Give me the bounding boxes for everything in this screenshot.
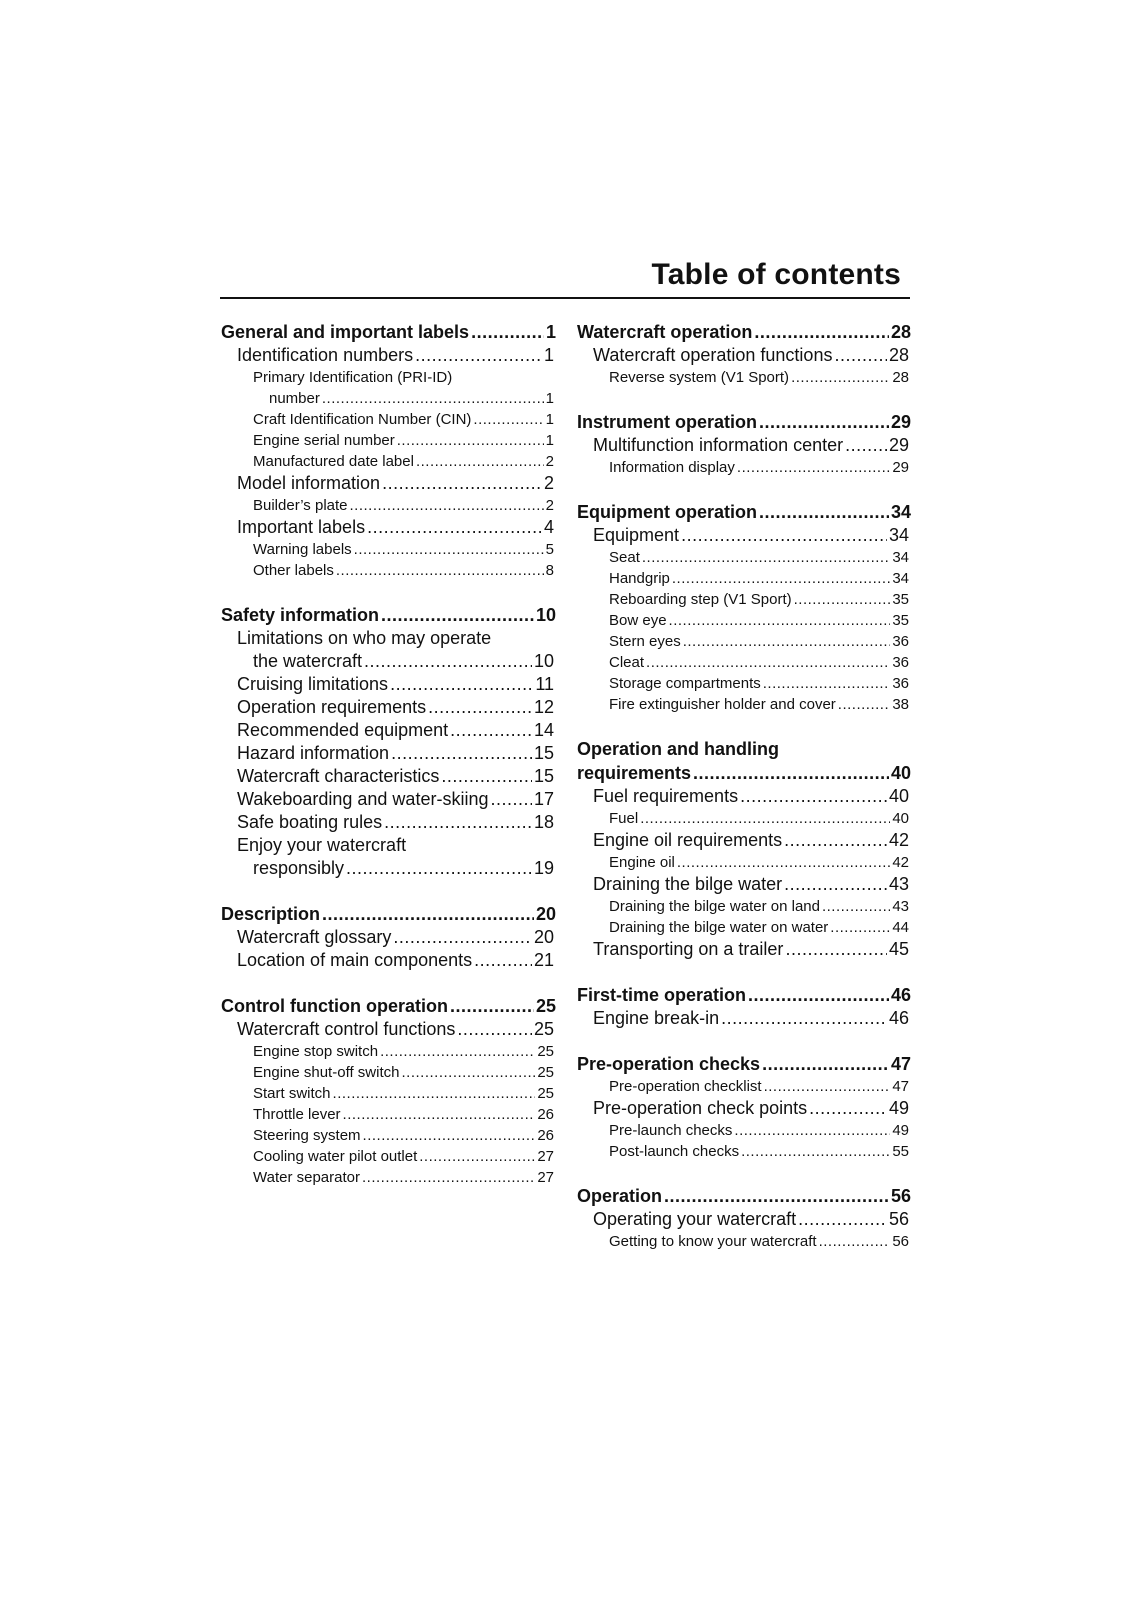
toc-page-number: 43 (892, 898, 909, 915)
toc-entry[interactable] (577, 652, 911, 673)
toc-entry-text: Wakeboarding and water-skiing (237, 789, 489, 809)
toc-page-number: 27 (537, 1169, 554, 1186)
dot-leader (450, 994, 534, 1018)
toc-page-number: 1 (543, 345, 554, 365)
toc-entry[interactable] (221, 1062, 556, 1083)
toc-entry[interactable] (221, 344, 556, 367)
dot-leader (785, 938, 887, 961)
dot-leader (784, 829, 887, 852)
dot-leader (669, 610, 891, 631)
dot-leader (457, 1018, 532, 1041)
toc-page-number: 56 (892, 1233, 909, 1250)
dot-leader (759, 410, 889, 434)
toc-entry[interactable] (221, 516, 556, 539)
toc-entry[interactable] (577, 829, 911, 852)
toc-entry-text: Multifunction information center (593, 435, 844, 455)
dot-leader (683, 631, 891, 652)
dot-leader (322, 388, 544, 409)
toc-page-number: 45 (888, 939, 909, 959)
toc-entry-title-line (221, 627, 556, 650)
dot-leader (346, 857, 532, 880)
dot-leader (382, 472, 542, 495)
toc-section (577, 1052, 911, 1162)
toc-entry[interactable] (577, 1120, 911, 1141)
toc-entry[interactable] (221, 650, 556, 673)
toc-page-number: 47 (892, 1078, 909, 1095)
toc-page-number: 34 (892, 549, 909, 566)
toc-page-number: 36 (892, 633, 909, 650)
toc-entry[interactable] (577, 694, 911, 715)
toc-page-number: 25 (537, 1043, 554, 1060)
toc-page-number: 36 (892, 675, 909, 692)
toc-page-number: 46 (890, 985, 911, 1005)
toc-page-number: 36 (892, 654, 909, 671)
toc-section (221, 320, 556, 581)
toc-entry[interactable] (577, 568, 911, 589)
dot-leader (693, 761, 889, 785)
toc-page-number: 47 (890, 1054, 911, 1074)
toc-entry[interactable] (221, 539, 556, 560)
toc-entry-text: Cooling water pilot outlet (253, 1148, 418, 1165)
toc-page-number: 21 (533, 950, 554, 970)
toc-entry[interactable] (577, 917, 911, 938)
toc-entry[interactable] (577, 367, 911, 388)
dot-leader (794, 589, 891, 610)
toc-entry-text: Pre-operation checklist (609, 1078, 762, 1095)
dot-leader (350, 495, 544, 516)
toc-entry-text: Operating your watercraft (593, 1209, 797, 1229)
dot-leader (748, 983, 889, 1007)
dot-leader (450, 719, 532, 742)
toc-page-number: 42 (888, 830, 909, 850)
toc-entry-text: Watercraft operation functions (593, 345, 833, 365)
toc-entry-text: Fuel (609, 810, 639, 827)
dot-leader (845, 434, 887, 457)
toc-page-number: 28 (890, 322, 911, 342)
toc-entry-text: Watercraft operation (577, 322, 753, 342)
dot-leader (740, 785, 887, 808)
toc-page-number: 34 (892, 570, 909, 587)
toc-page-number: 10 (535, 605, 556, 625)
toc-section (221, 994, 556, 1188)
toc-page-number: 15 (533, 766, 554, 786)
toc-entry[interactable] (577, 500, 911, 524)
dot-leader (416, 451, 544, 472)
toc-entry[interactable] (577, 589, 911, 610)
toc-entry-text: Reverse system (V1 Sport) (609, 369, 790, 386)
toc-entry-text: Description (221, 904, 321, 924)
toc-entry-text: Engine oil (609, 854, 675, 871)
toc-page-number: 11 (535, 674, 554, 694)
toc-entry-title-line (221, 367, 556, 388)
toc-entry[interactable] (577, 320, 911, 344)
toc-entry-text: Other labels (253, 562, 334, 579)
toc-entry-text: Watercraft characteristics (237, 766, 440, 786)
toc-entry[interactable] (221, 603, 556, 627)
toc-page-number: 38 (892, 696, 909, 713)
toc-section (577, 737, 911, 961)
toc-section (577, 320, 911, 388)
toc-entry-text: Location of main components (237, 950, 473, 970)
dot-leader (474, 949, 532, 972)
toc-entry[interactable] (577, 434, 911, 457)
toc-entry-text: Safe boating rules (237, 812, 383, 832)
dot-leader (681, 524, 887, 547)
dot-leader (384, 811, 532, 834)
dot-leader (721, 1007, 887, 1030)
toc-entry[interactable] (577, 1076, 911, 1097)
toc-entry[interactable] (221, 472, 556, 495)
toc-entry[interactable] (221, 451, 556, 472)
toc-entry-text-continued: requirements (577, 763, 692, 783)
dot-leader (791, 367, 890, 388)
toc-entry[interactable] (221, 902, 556, 926)
dot-leader (428, 696, 532, 719)
toc-entry-text: Safety information (221, 605, 380, 625)
toc-entry-text-continued: responsibly (253, 858, 345, 878)
toc-entry[interactable] (221, 765, 556, 788)
dot-leader (367, 516, 542, 539)
toc-entry[interactable] (221, 495, 556, 516)
dot-leader (364, 650, 532, 673)
toc-entry[interactable] (577, 873, 911, 896)
toc-page-number: 12 (533, 697, 554, 717)
toc-entry-text: Model information (237, 473, 381, 493)
toc-page-number: 49 (888, 1098, 909, 1118)
toc-entry[interactable] (577, 938, 911, 961)
toc-section (577, 500, 911, 715)
toc-entry-text: Pre-operation check points (593, 1098, 808, 1118)
toc-section (577, 1184, 911, 1252)
toc-entry-text: Start switch (253, 1085, 331, 1102)
dot-leader (646, 652, 890, 673)
dot-leader (798, 1208, 887, 1231)
toc-entry[interactable] (577, 457, 911, 478)
toc-section (221, 603, 556, 880)
toc-entry[interactable] (221, 1041, 556, 1062)
toc-section (221, 902, 556, 972)
toc-page-number: 14 (533, 720, 554, 740)
toc-page-number: 42 (892, 854, 909, 871)
toc-entry-text: Transporting on a trailer (593, 939, 784, 959)
dot-leader (354, 539, 544, 560)
toc-entry-title-line (577, 737, 911, 761)
toc-page-number: 1 (545, 411, 554, 428)
toc-entry[interactable] (221, 811, 556, 834)
toc-entry-text: Fuel requirements (593, 786, 739, 806)
toc-page-number: 2 (543, 473, 554, 493)
toc-entry-text: Instrument operation (577, 412, 758, 432)
toc-entry-text: Reboarding step (V1 Sport) (609, 591, 792, 608)
toc-entry-text: Cleat (609, 654, 645, 671)
toc-page-number: 2 (545, 453, 554, 470)
dot-leader (441, 765, 532, 788)
toc-entry[interactable] (577, 896, 911, 917)
toc-entry-text: Draining the bilge water (593, 874, 783, 894)
dot-leader (322, 902, 534, 926)
toc-entry-text: Engine stop switch (253, 1043, 379, 1060)
toc-page-number: 40 (892, 810, 909, 827)
toc-page-number: 8 (545, 562, 554, 579)
dot-leader (363, 1125, 536, 1146)
toc-entry[interactable] (221, 949, 556, 972)
toc-entry[interactable] (577, 524, 911, 547)
toc-page-number: 4 (543, 517, 554, 537)
toc-entry-text: Equipment (593, 525, 680, 545)
toc-column-left (221, 320, 556, 1210)
toc-entry[interactable] (577, 673, 911, 694)
page-title: Table of contents (651, 258, 901, 291)
toc-entry-text: Information display (609, 459, 735, 476)
toc-entry[interactable] (221, 1125, 556, 1146)
toc-entry[interactable] (221, 788, 556, 811)
toc-column-right (577, 320, 911, 1274)
dot-leader (819, 1231, 891, 1252)
toc-page-number: 1 (545, 432, 554, 449)
toc-entry-text: Getting to know your watercraft (609, 1233, 817, 1250)
toc-page-number: 43 (888, 874, 909, 894)
toc-entry[interactable] (577, 344, 911, 367)
toc-page-number: 29 (888, 435, 909, 455)
toc-entry[interactable] (577, 785, 911, 808)
toc-entry-text: Seat (609, 549, 640, 566)
toc-entry[interactable] (221, 560, 556, 581)
toc-page-number: 34 (888, 525, 909, 545)
toc-page-number: 25 (537, 1064, 554, 1081)
toc-page-number: 29 (892, 459, 909, 476)
toc-entry-text: Stern eyes (609, 633, 681, 650)
dot-leader (642, 547, 890, 568)
dot-leader (471, 320, 544, 344)
toc-page-number: 2 (545, 497, 554, 514)
toc-entry[interactable] (577, 1141, 911, 1162)
dot-leader (830, 917, 890, 938)
toc-page-number: 25 (533, 1019, 554, 1039)
toc-entry-text: Fire extinguisher holder and cover (609, 696, 836, 713)
toc-entry-text: Primary Identification (PRI-ID) (253, 369, 453, 386)
dot-leader (834, 344, 887, 367)
dot-leader (380, 1041, 535, 1062)
toc-entry-text: Engine oil requirements (593, 830, 783, 850)
dot-leader (737, 457, 890, 478)
toc-entry[interactable] (221, 857, 556, 880)
dot-leader (759, 500, 889, 524)
toc-entry-text: Control function operation (221, 996, 448, 1016)
dot-leader (763, 673, 891, 694)
toc-page-number: 25 (537, 1085, 554, 1102)
toc-page-number: 26 (537, 1106, 554, 1123)
dot-leader (741, 1141, 890, 1162)
dot-leader (393, 926, 532, 949)
toc-entry-text: Post-launch checks (609, 1143, 740, 1160)
dot-leader (754, 320, 889, 344)
toc-page-number: 49 (892, 1122, 909, 1139)
dot-leader (838, 694, 891, 715)
dot-leader (397, 430, 544, 451)
toc-entry[interactable] (577, 1097, 911, 1120)
toc-entry-text: Builder’s plate (253, 497, 348, 514)
dot-leader (490, 788, 532, 811)
toc-entry[interactable] (221, 696, 556, 719)
toc-entry[interactable] (577, 547, 911, 568)
toc-entry-text: Pre-launch checks (609, 1122, 733, 1139)
toc-page-number: 29 (890, 412, 911, 432)
toc-entry-text: Throttle lever (253, 1106, 341, 1123)
toc-entry-text: Operation requirements (237, 697, 427, 717)
toc-entry-title-line (221, 834, 556, 857)
toc-page-number: 20 (533, 927, 554, 947)
toc-entry-text: Manufactured date label (253, 453, 414, 470)
dot-leader (362, 1167, 535, 1188)
dot-leader (822, 896, 890, 917)
toc-entry[interactable] (221, 994, 556, 1018)
toc-entry[interactable] (577, 761, 911, 785)
dot-leader (764, 1076, 891, 1097)
toc-page-number: 1 (545, 390, 554, 407)
toc-entry[interactable] (577, 1052, 911, 1076)
toc-entry[interactable] (221, 320, 556, 344)
dot-leader (664, 1184, 889, 1208)
toc-page-number: 56 (888, 1209, 909, 1229)
toc-entry-text: Cruising limitations (237, 674, 389, 694)
toc-entry-text: Pre-operation checks (577, 1054, 761, 1074)
toc-entry[interactable] (221, 1146, 556, 1167)
toc-entry[interactable] (577, 610, 911, 631)
toc-page-number: 17 (533, 789, 554, 809)
toc-section (577, 410, 911, 478)
dot-leader (784, 873, 887, 896)
toc-entry-text: Storage compartments (609, 675, 761, 692)
toc-entry-text-continued: the watercraft (253, 651, 363, 671)
toc-entry[interactable] (221, 388, 556, 409)
toc-entry[interactable] (221, 926, 556, 949)
dot-leader (677, 852, 890, 873)
toc-entry[interactable] (577, 410, 911, 434)
toc-entry-text: Water separator (253, 1169, 360, 1186)
dot-leader (415, 344, 542, 367)
dot-leader (343, 1104, 536, 1125)
title-rule (220, 297, 910, 299)
toc-entry-text: General and important labels (221, 322, 470, 342)
toc-entry-text: Watercraft control functions (237, 1019, 456, 1039)
toc-entry[interactable] (221, 1167, 556, 1188)
toc-entry-text: Draining the bilge water on water (609, 919, 829, 936)
toc-page-number: 15 (533, 743, 554, 763)
toc-entry-text: Engine break-in (593, 1008, 720, 1028)
toc-page-number: 34 (890, 502, 911, 522)
toc-entry-text: Equipment operation (577, 502, 757, 522)
toc-entry[interactable] (221, 1018, 556, 1041)
toc-page-number: 27 (537, 1148, 554, 1165)
toc-entry-text: Engine serial number (253, 432, 395, 449)
toc-entry[interactable] (577, 1184, 911, 1208)
toc-entry[interactable] (221, 719, 556, 742)
toc-entry-text-continued: number (269, 390, 320, 407)
toc-entry-text: Watercraft glossary (237, 927, 392, 947)
toc-page-number: 5 (545, 541, 554, 558)
dot-leader (391, 742, 532, 765)
toc-entry[interactable] (221, 1104, 556, 1125)
toc-page-number: 55 (892, 1143, 909, 1160)
toc-entry-text: Enjoy your watercraft (237, 835, 407, 855)
toc-entry-text: Craft Identification Number (CIN) (253, 411, 472, 428)
toc-entry-text: Operation and handling (577, 739, 779, 759)
toc-entry[interactable] (577, 631, 911, 652)
dot-leader (419, 1146, 535, 1167)
toc-page-number: 10 (533, 651, 554, 671)
toc-entry-text: Handgrip (609, 570, 670, 587)
toc-page-number: 28 (888, 345, 909, 365)
toc-entry-text: Draining the bilge water on land (609, 898, 820, 915)
toc-page-number: 35 (892, 591, 909, 608)
dot-leader (473, 409, 543, 430)
toc-entry-text: Hazard information (237, 743, 390, 763)
toc-page-number: 46 (888, 1008, 909, 1028)
toc-page-number: 20 (535, 904, 556, 924)
dot-leader (336, 560, 544, 581)
dot-leader (333, 1083, 536, 1104)
toc-entry[interactable] (221, 742, 556, 765)
toc-entry[interactable] (221, 673, 556, 696)
toc-page-number: 19 (533, 858, 554, 878)
toc-entry-text: Engine shut-off switch (253, 1064, 400, 1081)
toc-entry-text: Important labels (237, 517, 366, 537)
toc-page-number: 56 (890, 1186, 911, 1206)
dot-leader (734, 1120, 890, 1141)
toc-page-number: 28 (892, 369, 909, 386)
toc-page-number: 25 (535, 996, 556, 1016)
toc-entry-text: Steering system (253, 1127, 361, 1144)
dot-leader (381, 603, 534, 627)
toc-page-number: 18 (533, 812, 554, 832)
toc-entry-text: First-time operation (577, 985, 747, 1005)
toc-page-number: 40 (890, 763, 911, 783)
toc-entry-text: Recommended equipment (237, 720, 449, 740)
toc-entry-text: Identification numbers (237, 345, 414, 365)
toc-page-number: 1 (545, 322, 556, 342)
toc-entry[interactable] (221, 1083, 556, 1104)
toc-entry-text: Bow eye (609, 612, 667, 629)
toc-entry[interactable] (221, 409, 556, 430)
dot-leader (640, 808, 890, 829)
toc-entry-text: Limitations on who may operate (237, 628, 492, 648)
toc-entry[interactable] (577, 852, 911, 873)
dot-leader (390, 673, 533, 696)
dot-leader (401, 1062, 535, 1083)
toc-entry[interactable] (577, 983, 911, 1007)
toc-entry[interactable] (577, 808, 911, 829)
toc-entry[interactable] (577, 1007, 911, 1030)
toc-page-number: 44 (892, 919, 909, 936)
toc-page-number: 35 (892, 612, 909, 629)
toc-entry-text: Operation (577, 1186, 663, 1206)
dot-leader (809, 1097, 887, 1120)
toc-section (577, 983, 911, 1030)
toc-page-number: 40 (888, 786, 909, 806)
toc-entry[interactable] (221, 430, 556, 451)
toc-entry-text: Warning labels (253, 541, 352, 558)
toc-entry[interactable] (577, 1231, 911, 1252)
dot-leader (672, 568, 890, 589)
dot-leader (762, 1052, 889, 1076)
toc-page-number: 26 (537, 1127, 554, 1144)
toc-entry[interactable] (577, 1208, 911, 1231)
